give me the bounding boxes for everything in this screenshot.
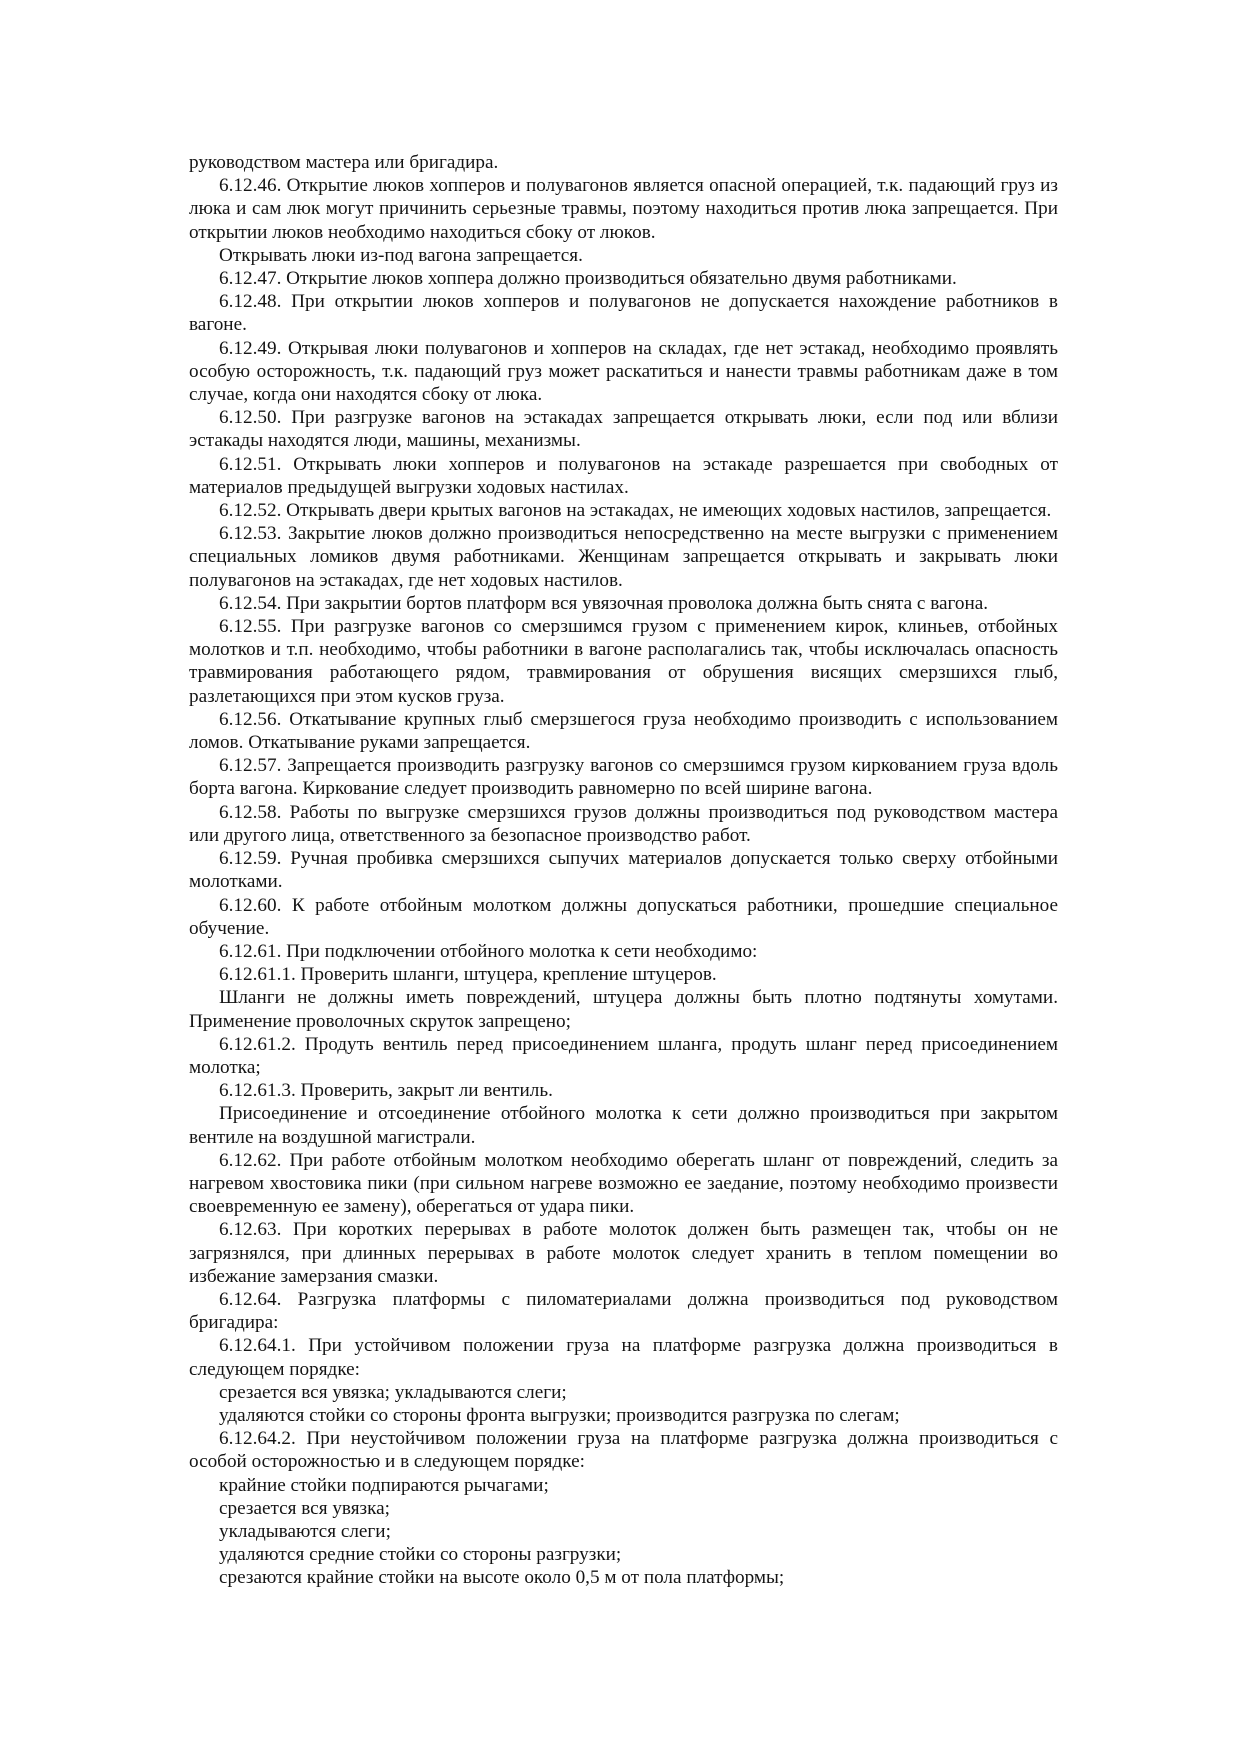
document-page xyxy=(189,151,1058,1590)
paragraph-6-12-50: 6.12.50. При разгрузке вагонов на эстакадах запрещается открывать люки, если под или вблизи эстакады находятся люди, машины, механизмы. xyxy=(189,407,1058,452)
paragraph-6-12-47: 6.12.47. Открытие люков хоппера должно производиться обязательно двумя работниками. xyxy=(219,268,957,290)
paragraph-6-12-54: 6.12.54. При закрытии бортов платформ вся увязочная проволока должна быть снята с вагона. xyxy=(219,592,989,614)
list-item: удаляются средние стойки со стороны разгрузки; xyxy=(219,1544,622,1566)
paragraph-6-12-55: 6.12.55. При разгрузке вагонов со смерзшимся грузом с применением кирок, клиньев, отбойных молотков и т.п. необходимо, чтобы работники в вагоне располагались так, чтобы исключалась опасность травмирования работающего рядом, травмирования от обрушения висящих смерзшихся глыб, разлетающихся при этом кусков груза. xyxy=(189,616,1058,707)
paragraph-6-12-61-1: 6.12.61.1. Проверить шланги, штуцера, крепление штуцеров. xyxy=(219,964,717,986)
paragraph-6-12-51: 6.12.51. Открывать люки хопперов и полувагонов на эстакаде разрешается при свободных от материалов предыдущей выгрузки ходовых настилах. xyxy=(189,453,1058,498)
list-item: срезается вся увязка; укладываются слеги; xyxy=(219,1381,567,1403)
paragraph-6-12-49: 6.12.49. Открывая люки полувагонов и хопперов на складах, где нет эстакад, необходимо проявлять особую осторожность, т.к. падающий груз может раскатиться и нанести травмы работникам даже в том случае, когда они находятся сбоку от люка. xyxy=(189,337,1058,406)
paragraph-6-12-60: 6.12.60. К работе отбойным молотком должны допускаться работники, прошедшие специальное обучение. xyxy=(189,894,1058,939)
list-item: укладываются слеги; xyxy=(219,1520,391,1542)
paragraph-6-12-63: 6.12.63. При коротких перерывах в работе молоток должен быть размещен так, чтобы он не загрязнялся, при длинных перерывах в работе молоток следует хранить в теплом помещении во избежание замерзания смазки. xyxy=(189,1219,1058,1287)
paragraph-6-12-64: 6.12.64. Разгрузка платформы с пиломатериалами должна производиться под руководством бригадира: xyxy=(189,1288,1058,1334)
list-item: крайние стойки подпираются рычагами; xyxy=(219,1474,549,1496)
paragraph-connection-note: Присоединение и отсоединение отбойного молотка к сети должно производиться при закрытом вентиле на воздушной магистрали. xyxy=(189,1103,1058,1148)
paragraph-hatch-note: Открывать люки из-под вагона запрещается. xyxy=(219,244,583,266)
paragraph-6-12-56: 6.12.56. Откатывание крупных глыб смерзшегося груза необходимо производить с использованием ломов. Откатывание руками запрещается. xyxy=(189,708,1058,754)
list-item: срезаются крайние стойки на высоте около 0,5 м от пола платформы; xyxy=(219,1567,785,1589)
paragraph-6-12-58: 6.12.58. Работы по выгрузке смерзшихся грузов должны производиться под руководством мастера или другого лица, ответственного за безопасное производство работ. xyxy=(189,801,1058,846)
list-item: удаляются стойки со стороны фронта выгрузки; производится разгрузка по слегам; xyxy=(219,1404,900,1426)
paragraph-6-12-62: 6.12.62. При работе отбойным молотком необходимо оберегать шланг от повреждений, следить за нагревом хвостовика пики (при сильном нагреве возможно ее заедание, поэтому необходимо произвести своевременную ее замену), оберегаться от удара пики. xyxy=(189,1149,1058,1218)
paragraph-6-12-61-3: 6.12.61.3. Проверить, закрыт ли вентиль. xyxy=(219,1080,553,1102)
paragraph-6-12-57: 6.12.57. Запрещается производить разгрузку вагонов со смерзшимся грузом киркованием груза вдоль борта вагона. Киркование следует производить равномерно по всей ширине вагона. xyxy=(189,755,1058,800)
paragraph-6-12-48: 6.12.48. При открытии люков хопперов и полувагонов не допускается нахождение работников в вагоне. xyxy=(189,291,1058,336)
paragraph-hoses-note: Шланги не должны иметь повреждений, штуцера должны быть плотно подтянуты хомутами. Применение проволочных скруток запрещено; xyxy=(189,987,1058,1032)
paragraph-6-12-61-2: 6.12.61.2. Продуть вентиль перед присоединением шланга, продуть шланг перед присоединением молотка; xyxy=(189,1033,1058,1078)
paragraph-6-12-64-1: 6.12.64.1. При устойчивом положении груза на платформе разгрузка должна производиться в следующем порядке: xyxy=(189,1335,1058,1380)
paragraph-6-12-46: 6.12.46. Открытие люков хопперов и полувагонов является опасной операцией, т.к. падающий груз из люка и сам люк могут причинить серьезные травмы, поэтому находиться против люка запрещается. При открытии люков необходимо находиться сбоку от люков. xyxy=(189,175,1058,243)
paragraph-6-12-52: 6.12.52. Открывать двери крытых вагонов на эстакадах, не имеющих ходовых настилов, запрещается. xyxy=(219,500,1052,522)
paragraph-6-12-53: 6.12.53. Закрытие люков должно производиться непосредственно на месте выгрузки с применением специальных ломиков двумя работниками. Женщинам запрещается открывать и закрывать люки полувагонов на эстакадах, где нет ходовых настилов. xyxy=(189,523,1058,591)
paragraph-6-12-64-2: 6.12.64.2. При неустойчивом положении груза на платформе разгрузка должна производиться с особой осторожностью и в следующем порядке: xyxy=(189,1428,1058,1473)
paragraph-6-12-59: 6.12.59. Ручная пробивка смерзшихся сыпучих материалов допускается только сверху отбойными молотками. xyxy=(189,848,1058,893)
list-item: срезается вся увязка; xyxy=(219,1497,391,1519)
paragraph-6-12-61: 6.12.61. При подключении отбойного молотка к сети необходимо: xyxy=(219,940,758,962)
paragraph-continuation: руководством мастера или бригадира. xyxy=(189,152,499,173)
